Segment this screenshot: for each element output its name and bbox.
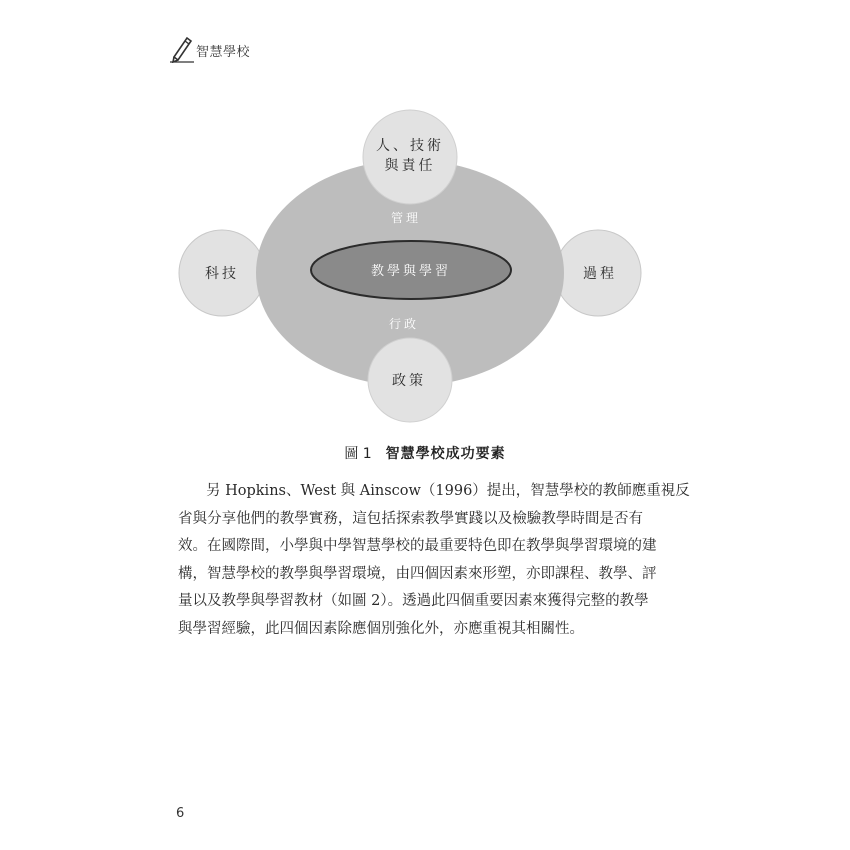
paragraph-line: 與學習經驗，此四個因素除應個別強化外，亦應重視其相關性。 [178,620,584,637]
paragraph-line: 構，智慧學校的教學與學習環境，由四個因素來形塑，亦即課程、教學、評 [178,565,657,582]
top-circle [363,110,457,204]
top-circle-label-line1: 人、技術 [376,138,444,154]
paragraph-line: 效。在國際間，小學與中學智慧學校的最重要特色即在教學與學習環境的建 [178,538,657,554]
page-number: 6 [176,806,185,821]
bottom-circle-label: 政策 [392,373,426,389]
center-label: 教學與學習 [370,264,452,279]
left-circle-label: 科技 [205,266,239,282]
paragraph-line: 量以及教學與學習教材（如圖 2）。透過此四個重要因素來獲得完整的教學 [178,593,649,609]
paragraph-line: 省與分享他們的教學實務，這包括探索教學實踐以及檢驗教學時間是否有 [178,510,643,527]
top-circle-label-line2: 與責任 [384,158,436,174]
figure-title: 智慧學校成功要素 [385,446,506,462]
lower-label: 行政 [388,317,420,331]
paragraph-line: 另 Hopkins、West 與 Ainscow（1996）提出，智慧學校的教師應重視反 [206,483,690,499]
body-paragraph [178,478,690,643]
figure-caption [0,443,850,463]
upper-label: 管理 [390,211,422,225]
figure-number: 圖 1 [344,446,372,462]
right-circle-label: 過程 [583,266,617,282]
running-header-title: 智慧學校 [196,45,251,60]
